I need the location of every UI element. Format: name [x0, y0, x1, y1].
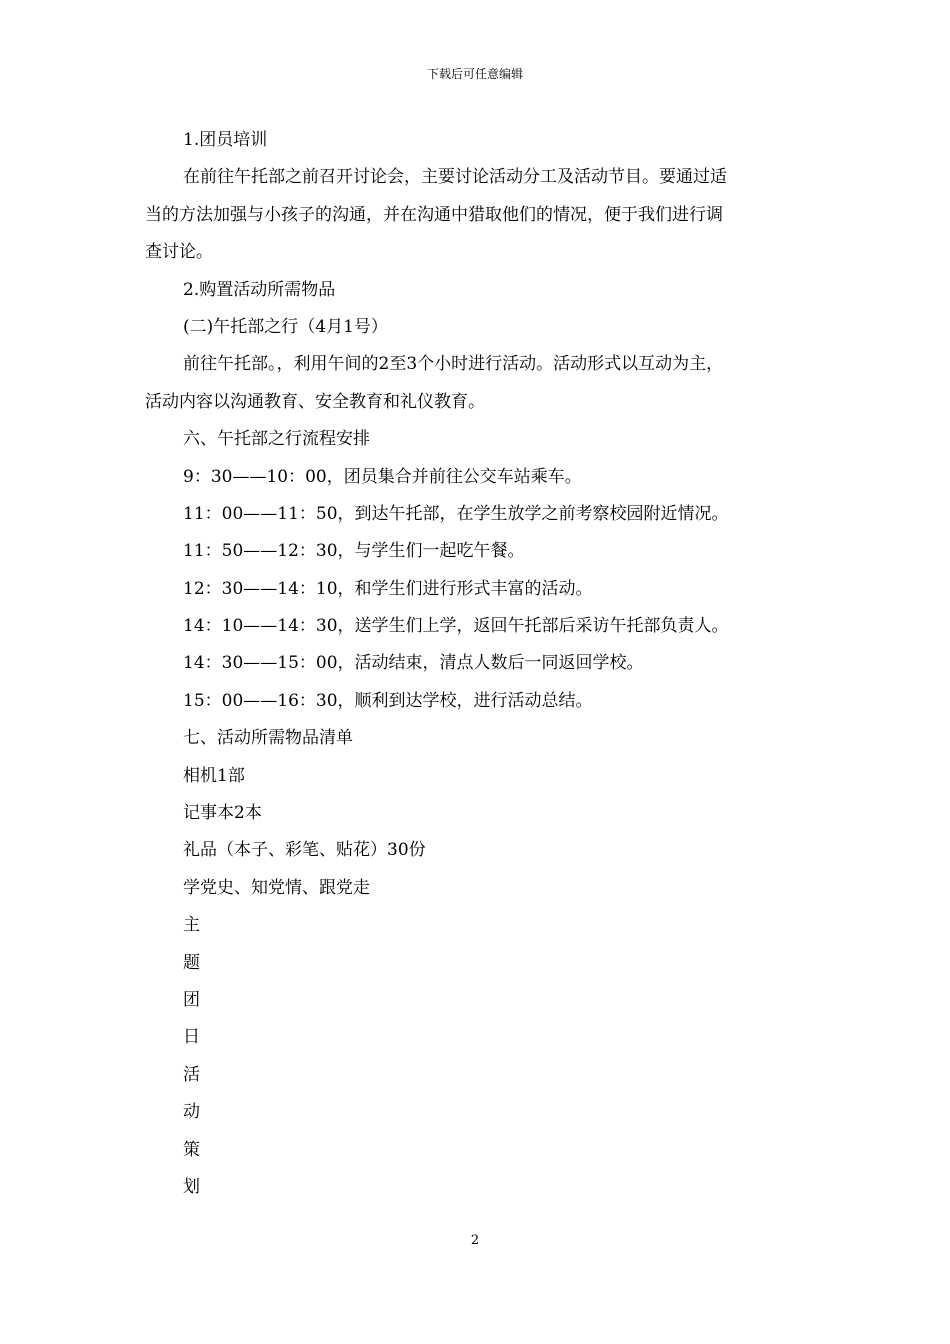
vertical-title-char: 主 [183, 915, 200, 936]
list-item: 记事本2本 [183, 803, 262, 824]
schedule-item: 11：00——11：50，到达午托部，在学生放学之前考察校园附近情况。 [183, 503, 729, 524]
list-item: 相机1部 [183, 765, 245, 786]
trip-heading: (二)午托部之行（4月1号） [183, 316, 388, 337]
footer-title: 学党史、知党情、跟党走 [183, 877, 370, 898]
schedule-item: 9：30——10：00，团员集合并前往公交车站乘车。 [183, 466, 582, 487]
schedule-list [145, 463, 825, 725]
schedule-heading: 六、午托部之行流程安排 [183, 429, 370, 450]
schedule-item: 12：30——14：10，和学生们进行形式丰富的活动。 [183, 578, 593, 599]
paragraph-line: 查讨论。 [145, 242, 213, 263]
vertical-title-char: 活 [183, 1064, 200, 1085]
paragraph-line: 活动内容以沟通教育、安全教育和礼仪教育。 [145, 391, 485, 412]
page-header: 下载后可任意编辑 [426, 67, 523, 81]
paragraph-line: 在前往午托部之前召开讨论会，主要讨论活动分工及活动节目。要通过适 [183, 167, 727, 188]
paragraph-line: 当的方法加强与小孩子的沟通，并在沟通中猎取他们的情况，便于我们进行调 [145, 204, 723, 225]
vertical-title-char: 划 [183, 1176, 200, 1197]
vertical-title-char: 策 [183, 1139, 200, 1160]
page-number: 2 [470, 1233, 480, 1248]
vertical-title [145, 911, 825, 1210]
document-body [145, 126, 825, 1210]
training-heading: 1.团员培训 [183, 130, 268, 150]
schedule-item: 14：30——15：00，活动结束，清点人数后一同返回学校。 [183, 653, 644, 674]
vertical-title-char: 团 [183, 989, 200, 1010]
items-list [145, 762, 825, 874]
purchase-heading: 2.购置活动所需物品 [183, 279, 336, 300]
vertical-title-char: 题 [183, 952, 200, 973]
vertical-title-char: 动 [183, 1102, 200, 1123]
paragraph-line: 前往午托部。，利用午间的2至3个小时进行活动。活动形式以互动为主， [183, 354, 724, 375]
vertical-title-char: 日 [183, 1027, 200, 1048]
schedule-item: 15：00——16：30，顺利到达学校，进行活动总结。 [183, 690, 593, 711]
list-item: 礼品（本子、彩笔、贴花）30份 [183, 840, 426, 861]
schedule-item: 11：50——12：30，与学生们一起吃午餐。 [183, 541, 525, 562]
items-heading: 七、活动所需物品清单 [183, 728, 353, 749]
schedule-item: 14：10——14：30，送学生们上学，返回午托部后采访午托部负责人。 [183, 616, 729, 637]
